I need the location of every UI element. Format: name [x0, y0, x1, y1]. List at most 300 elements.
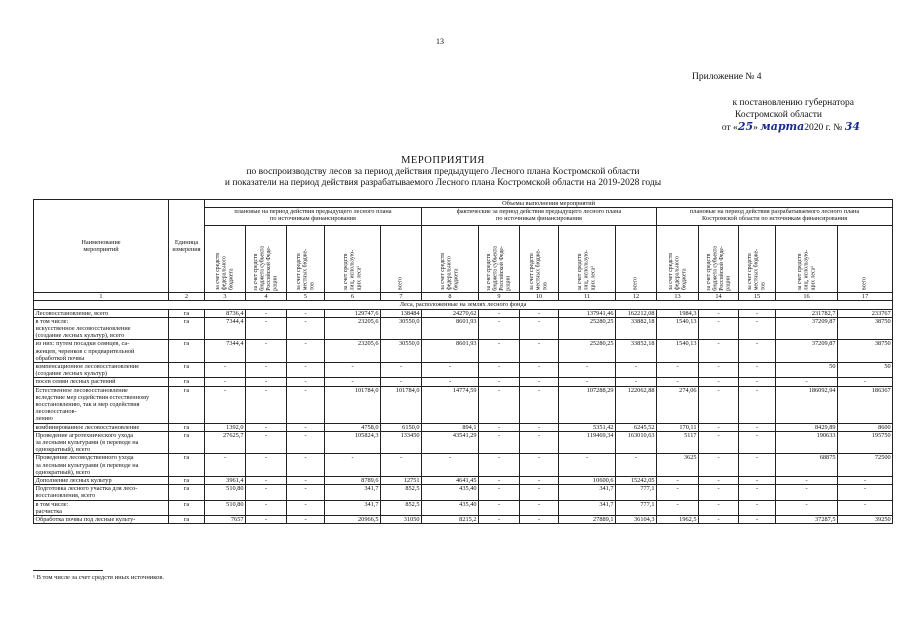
- row-value: 23205,6: [325, 340, 381, 363]
- row-unit: га: [169, 317, 205, 340]
- header-source-label: за счет средств федерального бюджета: [215, 253, 235, 291]
- row-value: -: [246, 477, 287, 485]
- row-value: 231782,7: [776, 309, 838, 317]
- row-value: 510,80: [205, 500, 246, 515]
- row-value: -: [838, 500, 893, 515]
- row-measure-name: Подготовка лесного участка для лесо- восстановления, всего: [34, 485, 169, 500]
- table-row: [34, 454, 893, 477]
- row-value: -: [699, 477, 739, 485]
- decree-mid: »: [753, 123, 761, 133]
- row-value: -: [520, 423, 559, 431]
- row-measure-name: в том числе: искусственное лесовосстановление (создание лесных культур), всего: [34, 317, 169, 340]
- header-source-label: всего: [861, 277, 868, 291]
- row-value: 138484: [381, 309, 422, 317]
- row-value: -: [739, 500, 776, 515]
- row-value: -: [422, 363, 479, 378]
- row-value: -: [838, 477, 893, 485]
- row-value: -: [657, 500, 699, 515]
- row-value: 7657: [205, 516, 246, 524]
- header-source-local: [287, 226, 325, 293]
- row-unit: га: [169, 340, 205, 363]
- footnote: ¹ В том числе за счет средств иных источников.: [33, 574, 165, 581]
- header-source-private: [776, 226, 838, 293]
- row-value: -: [699, 485, 739, 500]
- column-number: 10: [520, 293, 559, 301]
- row-value: -: [776, 485, 838, 500]
- row-value: 7344,4: [205, 340, 246, 363]
- row-value: -: [246, 386, 287, 423]
- row-value: -: [776, 378, 838, 386]
- table-row: [34, 386, 893, 423]
- row-value: 25280,25: [559, 340, 616, 363]
- column-number: 16: [776, 293, 838, 301]
- row-value: -: [776, 500, 838, 515]
- row-value: 852,5: [381, 500, 422, 515]
- row-value: 8601,93: [422, 317, 479, 340]
- row-value: -: [422, 454, 479, 477]
- table-row: [34, 431, 893, 454]
- row-value: 8215,2: [422, 516, 479, 524]
- row-value: -: [657, 485, 699, 500]
- table-row: [34, 363, 893, 378]
- row-unit: га: [169, 431, 205, 454]
- row-value: 5351,42: [559, 423, 616, 431]
- decree-month-handwritten: марта: [760, 120, 805, 133]
- row-value: -: [739, 477, 776, 485]
- column-number: 13: [657, 293, 699, 301]
- header-source-label: всего: [397, 277, 404, 291]
- row-value: -: [739, 363, 776, 378]
- row-value: -: [246, 363, 287, 378]
- row-value: 1540,13: [657, 340, 699, 363]
- row-value: -: [699, 317, 739, 340]
- row-value: 15242,05: [616, 477, 657, 485]
- row-value: -: [699, 309, 739, 317]
- header-group-planned-new: плановые на период действия разрабатываемого лесного плана Костромской области по источникам финансирования: [657, 208, 893, 226]
- row-value: -: [479, 477, 520, 485]
- row-value: -: [520, 317, 559, 340]
- column-number: 4: [246, 293, 287, 301]
- document-heading: [0, 155, 886, 190]
- table-row: [34, 317, 893, 340]
- row-value: 38750: [838, 317, 893, 340]
- row-value: -: [246, 423, 287, 431]
- row-value: -: [246, 485, 287, 500]
- row-value: -: [479, 500, 520, 515]
- row-value: 10600,6: [559, 477, 616, 485]
- row-value: -: [205, 378, 246, 386]
- header-source-label: за счет средств местных бюдже- тов: [295, 248, 315, 291]
- row-value: 133450: [381, 431, 422, 454]
- row-unit: га: [169, 485, 205, 500]
- column-number: 12: [616, 293, 657, 301]
- row-unit: га: [169, 454, 205, 477]
- table-row: [34, 423, 893, 431]
- header-unit: Единица измерения: [169, 200, 205, 293]
- row-value: -: [287, 378, 325, 386]
- row-value: 20966,5: [325, 516, 381, 524]
- row-value: -: [616, 378, 657, 386]
- header-source-federal: [205, 226, 246, 293]
- decree-number-handwritten: 34: [844, 120, 860, 133]
- row-measure-name: Проведение лесоводственного ухода за лесными культурами (в переводе на однократный), всего: [34, 454, 169, 477]
- decree-year: 2020 г. №: [804, 123, 845, 133]
- row-unit: га: [169, 477, 205, 485]
- row-value: -: [287, 454, 325, 477]
- row-value: -: [325, 378, 381, 386]
- row-value: -: [520, 516, 559, 524]
- header-source-total: [616, 226, 657, 293]
- header-source-subject: [699, 226, 739, 293]
- document-subtitle-1: по воспроизводству лесов за период действия предыдущего Лесного плана Костромской области: [246, 166, 640, 177]
- row-value: 341,7: [325, 485, 381, 500]
- row-value: -: [739, 485, 776, 500]
- row-measure-name: компенсационное лесовосстановление (создание лесных культур): [34, 363, 169, 378]
- row-value: -: [739, 317, 776, 340]
- row-value: -: [699, 516, 739, 524]
- row-value: 23205,6: [325, 317, 381, 340]
- row-value: 36104,3: [616, 516, 657, 524]
- row-unit: га: [169, 423, 205, 431]
- table-row: [34, 309, 893, 317]
- row-value: 101784,0: [325, 386, 381, 423]
- row-unit: га: [169, 378, 205, 386]
- decree-reference: [640, 98, 860, 135]
- row-value: 435,40: [422, 485, 479, 500]
- column-number: 5: [287, 293, 325, 301]
- column-number: 3: [205, 293, 246, 301]
- row-measure-name: Дополнение лесных культур: [34, 477, 169, 485]
- table-row: [34, 378, 893, 386]
- row-value: -: [287, 363, 325, 378]
- row-value: -: [739, 454, 776, 477]
- row-value: -: [559, 363, 616, 378]
- appendix-label: Приложение № 4: [692, 72, 762, 82]
- decree-day-handwritten: 25: [737, 120, 754, 133]
- row-value: -: [479, 386, 520, 423]
- row-value: -: [739, 378, 776, 386]
- row-value: -: [739, 423, 776, 431]
- row-value: 186092,94: [776, 386, 838, 423]
- row-value: -: [739, 340, 776, 363]
- row-value: 8601,93: [422, 340, 479, 363]
- row-value: 341,7: [559, 485, 616, 500]
- row-value: 777,1: [616, 500, 657, 515]
- row-measure-name: в том числе: расчистка: [34, 500, 169, 515]
- header-source-label: за счет средств бюджета субъекта Российской Феде- рации: [705, 245, 732, 291]
- header-source-label: всего: [632, 277, 639, 291]
- row-value: 39250: [838, 516, 893, 524]
- row-value: -: [520, 386, 559, 423]
- row-value: 163010,63: [616, 431, 657, 454]
- row-value: -: [559, 454, 616, 477]
- header-source-label: за счет средств бюджета субъекта Российской Феде- рации: [485, 245, 512, 291]
- row-value: 129747,6: [325, 309, 381, 317]
- row-value: -: [479, 317, 520, 340]
- row-value: 6245,52: [616, 423, 657, 431]
- row-value: -: [699, 340, 739, 363]
- row-value: 33852,18: [616, 340, 657, 363]
- row-value: 186367: [838, 386, 893, 423]
- decree-line-2: Костромской области: [735, 109, 822, 120]
- row-value: 43541,29: [422, 431, 479, 454]
- row-value: 101784,0: [381, 386, 422, 423]
- table-row: [34, 340, 893, 363]
- row-value: 50: [838, 363, 893, 378]
- row-value: 341,7: [559, 500, 616, 515]
- row-value: -: [246, 309, 287, 317]
- row-value: -: [287, 431, 325, 454]
- row-value: -: [287, 423, 325, 431]
- row-value: 6150,0: [381, 423, 422, 431]
- row-value: -: [838, 378, 893, 386]
- column-number: 7: [381, 293, 422, 301]
- row-value: 195750: [838, 431, 893, 454]
- row-measure-name: Обработка почвы под лесные культу-: [34, 516, 169, 524]
- row-unit: га: [169, 363, 205, 378]
- header-source-private: [559, 226, 616, 293]
- row-value: -: [616, 363, 657, 378]
- row-value: -: [246, 454, 287, 477]
- row-value: -: [246, 317, 287, 340]
- row-value: -: [205, 386, 246, 423]
- row-value: -: [479, 423, 520, 431]
- row-value: -: [520, 378, 559, 386]
- row-measure-name: комбинированное лесовосстановление: [34, 423, 169, 431]
- row-value: 14774,59: [422, 386, 479, 423]
- column-number: 14: [699, 293, 739, 301]
- table-row: [34, 516, 893, 524]
- decree-date-line: [640, 121, 860, 135]
- row-value: 72500: [838, 454, 893, 477]
- section-forest-fund-lands: Леса, расположенные на землях лесного фонда: [34, 301, 893, 309]
- row-value: 5117: [657, 431, 699, 454]
- row-value: 30550,0: [381, 317, 422, 340]
- column-number: 8: [422, 293, 479, 301]
- row-value: -: [381, 363, 422, 378]
- row-value: -: [381, 454, 422, 477]
- header-source-label: за счет средств лиц, использую- щих леса¹: [342, 249, 362, 291]
- row-value: -: [520, 431, 559, 454]
- row-value: 162212,08: [616, 309, 657, 317]
- header-source-local: [739, 226, 776, 293]
- header-source-subject: [246, 226, 287, 293]
- row-value: 37209,87: [776, 317, 838, 340]
- row-value: 777,1: [616, 485, 657, 500]
- row-value: -: [287, 477, 325, 485]
- decree-line-1: к постановлению губернатора: [732, 98, 854, 108]
- row-value: -: [287, 317, 325, 340]
- row-value: -: [699, 431, 739, 454]
- header-source-label: за счет средств местных бюдже- тов: [529, 248, 549, 291]
- header-volumes: Объемы выполнения мероприятий: [205, 200, 893, 208]
- row-value: -: [739, 516, 776, 524]
- row-value: 894,1: [422, 423, 479, 431]
- row-value: 3961,4: [205, 477, 246, 485]
- row-value: -: [520, 485, 559, 500]
- header-source-label: за счет средств местных бюдже- тов: [747, 248, 767, 291]
- row-value: 27889,1: [559, 516, 616, 524]
- row-value: -: [699, 378, 739, 386]
- decree-prefix: от «: [721, 123, 738, 133]
- row-value: -: [479, 363, 520, 378]
- row-value: 7344,4: [205, 317, 246, 340]
- column-number: 15: [739, 293, 776, 301]
- row-value: 4641,45: [422, 477, 479, 485]
- row-value: 105824,3: [325, 431, 381, 454]
- row-value: -: [325, 363, 381, 378]
- header-source-label: за счет средств бюджета субъекта Российской Феде- рации: [252, 245, 279, 291]
- table-row: [34, 485, 893, 500]
- row-value: -: [287, 500, 325, 515]
- row-value: -: [325, 454, 381, 477]
- row-value: -: [520, 454, 559, 477]
- header-source-federal: [657, 226, 699, 293]
- row-value: -: [699, 500, 739, 515]
- row-value: 107288,29: [559, 386, 616, 423]
- row-value: 8789,6: [325, 477, 381, 485]
- row-value: -: [205, 363, 246, 378]
- header-source-local: [520, 226, 559, 293]
- row-value: -: [479, 516, 520, 524]
- row-value: -: [246, 340, 287, 363]
- row-value: 8600: [838, 423, 893, 431]
- row-value: -: [776, 477, 838, 485]
- header-source-federal: [422, 226, 479, 293]
- row-value: -: [479, 431, 520, 454]
- row-value: -: [287, 485, 325, 500]
- row-value: 233767: [838, 309, 893, 317]
- document-subtitle-2: и показатели на период действия разрабатываемого Лесного плана Костромской области на 2019-2028 годы: [224, 178, 662, 188]
- column-number: 9: [479, 293, 520, 301]
- row-value: -: [422, 378, 479, 386]
- row-value: -: [205, 454, 246, 477]
- row-value: 1962,5: [657, 516, 699, 524]
- row-value: -: [699, 363, 739, 378]
- row-value: -: [479, 309, 520, 317]
- row-value: 50: [776, 363, 838, 378]
- header-source-label: за счет средств лиц, использую- щих леса¹: [577, 249, 597, 291]
- row-value: -: [520, 477, 559, 485]
- header-group-planned-previous: плановые на период действия предыдущего лесного плана по источникам финансирования: [205, 208, 422, 226]
- row-value: -: [739, 309, 776, 317]
- row-value: -: [520, 340, 559, 363]
- row-value: -: [246, 431, 287, 454]
- row-value: -: [287, 340, 325, 363]
- row-value: -: [699, 423, 739, 431]
- row-value: 25280,25: [559, 317, 616, 340]
- row-value: -: [287, 386, 325, 423]
- row-value: -: [520, 309, 559, 317]
- row-value: -: [520, 363, 559, 378]
- row-value: -: [739, 386, 776, 423]
- row-value: 33882,18: [616, 317, 657, 340]
- row-value: 12751: [381, 477, 422, 485]
- row-value: 8429,89: [776, 423, 838, 431]
- row-value: -: [479, 378, 520, 386]
- row-value: 170,11: [657, 423, 699, 431]
- row-value: 1392,0: [205, 423, 246, 431]
- column-number: 6: [325, 293, 381, 301]
- row-value: -: [699, 454, 739, 477]
- row-measure-name: Проведение агротехнического ухода за лесными культурами (в переводе на однократный), всего: [34, 431, 169, 454]
- row-value: -: [838, 485, 893, 500]
- header-source-private: [325, 226, 381, 293]
- header-source-total: [381, 226, 422, 293]
- column-number: 11: [559, 293, 616, 301]
- row-value: -: [657, 477, 699, 485]
- row-value: -: [699, 386, 739, 423]
- row-value: -: [739, 431, 776, 454]
- row-value: 30550,0: [381, 340, 422, 363]
- row-value: 38750: [838, 340, 893, 363]
- row-value: 435,40: [422, 500, 479, 515]
- row-value: 4758,0: [325, 423, 381, 431]
- row-value: -: [520, 500, 559, 515]
- page-number: 13: [436, 37, 444, 46]
- row-value: -: [559, 378, 616, 386]
- row-value: -: [246, 378, 287, 386]
- row-value: 274,06: [657, 386, 699, 423]
- row-value: 1984,3: [657, 309, 699, 317]
- document-title: МЕРОПРИЯТИЯ: [401, 155, 485, 166]
- row-value: -: [657, 378, 699, 386]
- row-value: 137941,46: [559, 309, 616, 317]
- row-value: -: [479, 340, 520, 363]
- header-source-label: за счет средств федерального бюджета: [667, 253, 687, 291]
- table-row: [34, 477, 893, 485]
- column-number: 2: [169, 293, 205, 301]
- row-value: 68875: [776, 454, 838, 477]
- row-value: 119469,34: [559, 431, 616, 454]
- row-value: -: [287, 516, 325, 524]
- row-unit: га: [169, 386, 205, 423]
- row-value: 341,7: [325, 500, 381, 515]
- row-value: 24270,62: [422, 309, 479, 317]
- row-value: 190633: [776, 431, 838, 454]
- header-source-total: [838, 226, 893, 293]
- row-value: 27625,7: [205, 431, 246, 454]
- row-measure-name: посев семян лесных растений: [34, 378, 169, 386]
- row-value: -: [616, 454, 657, 477]
- row-value: 122062,88: [616, 386, 657, 423]
- header-source-label: за счет средств лиц, использую- щих леса¹: [796, 249, 816, 291]
- header-measure-name: Наименование мероприятий: [34, 200, 169, 293]
- row-value: -: [479, 485, 520, 500]
- row-measure-name: Естественное лесовосстановление вследствие мер содействия естественному восстановлению, так и мер содействия лесовосстанов- лению: [34, 386, 169, 423]
- row-value: 1540,13: [657, 317, 699, 340]
- column-number: 17: [838, 293, 893, 301]
- row-value: -: [287, 309, 325, 317]
- row-measure-name: Лесовосстановление, всего: [34, 309, 169, 317]
- row-value: -: [246, 500, 287, 515]
- row-unit: га: [169, 500, 205, 515]
- row-unit: га: [169, 516, 205, 524]
- header-group-actual-previous: фактические за период действия предыдущего лесного плана по источникам финансирования: [422, 208, 657, 226]
- measures-table: [33, 199, 893, 524]
- row-value: -: [246, 516, 287, 524]
- row-value: 852,5: [381, 485, 422, 500]
- row-measure-name: из них: путем посадки сеянцев, са- женцев, черенков с предварительной обработкой почвы: [34, 340, 169, 363]
- row-value: 510,80: [205, 485, 246, 500]
- row-value: 31050: [381, 516, 422, 524]
- footnote-separator: [33, 570, 103, 571]
- row-value: -: [381, 378, 422, 386]
- row-value: 37287,5: [776, 516, 838, 524]
- column-number: 1: [34, 293, 169, 301]
- row-value: 3625: [657, 454, 699, 477]
- table-row: [34, 500, 893, 515]
